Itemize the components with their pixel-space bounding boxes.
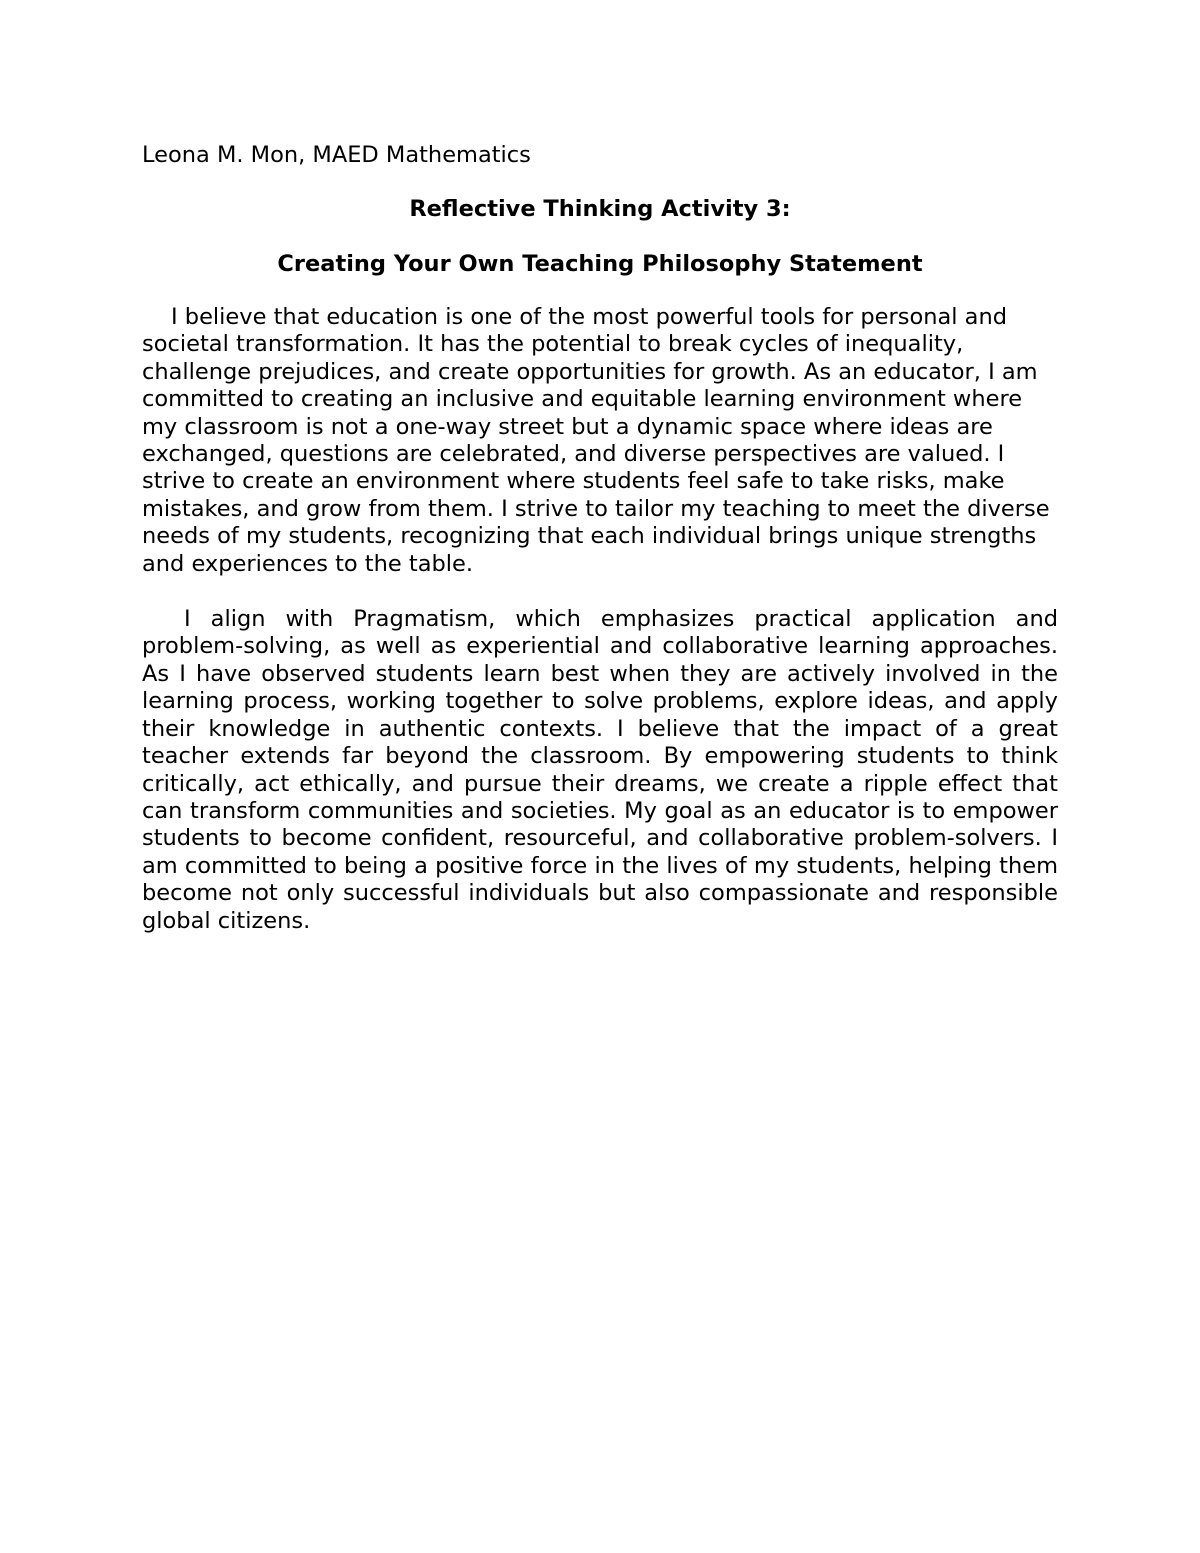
- document-body: [142, 140, 1058, 935]
- document-subtitle: Creating Your Own Teaching Philosophy Statement: [277, 251, 923, 277]
- document-title: Reflective Thinking Activity 3:: [409, 196, 791, 222]
- paragraph-1: I believe that education is one of the most powerful tools for personal and societal transformation. It has the potential to break cycles of inequality, challenge prejudices, and create opportunities for growth. As an educator, I am committed to creating an inclusive and equitable learning environment where my classroom is not a one-way street but a dynamic space where ideas are exchanged, questions are celebrated, and diverse perspectives are valued. I strive to create an environment where students feel safe to take risks, make mistakes, and grow from them. I strive to tailor my teaching to meet the diverse needs of my students, recognizing that each individual brings unique strengths and experiences to the table.: [142, 304, 1050, 577]
- author-line: Leona M. Mon, MAED Mathematics: [142, 142, 531, 168]
- paragraph-2: I align with Pragmatism, which emphasizes practical application and problem-solving, as well as experiential and collaborative learning approaches. As I have observed students learn best when they are actively involved in the learning process, working together to solve problems, explore ideas, and apply their knowledge in authentic contexts. I believe that the impact of a great teacher extends far beyond the classroom. By empowering students to think critically, act ethically, and pursue their dreams, we create a ripple effect that can transform communities and societies. My goal as an educator is to empower students to become confident, resourceful, and collaborative problem-solvers. I am committed to being a positive force in the lives of my students, helping them become not only successful individuals but also compassionate and responsible global citizens.: [142, 606, 1058, 934]
